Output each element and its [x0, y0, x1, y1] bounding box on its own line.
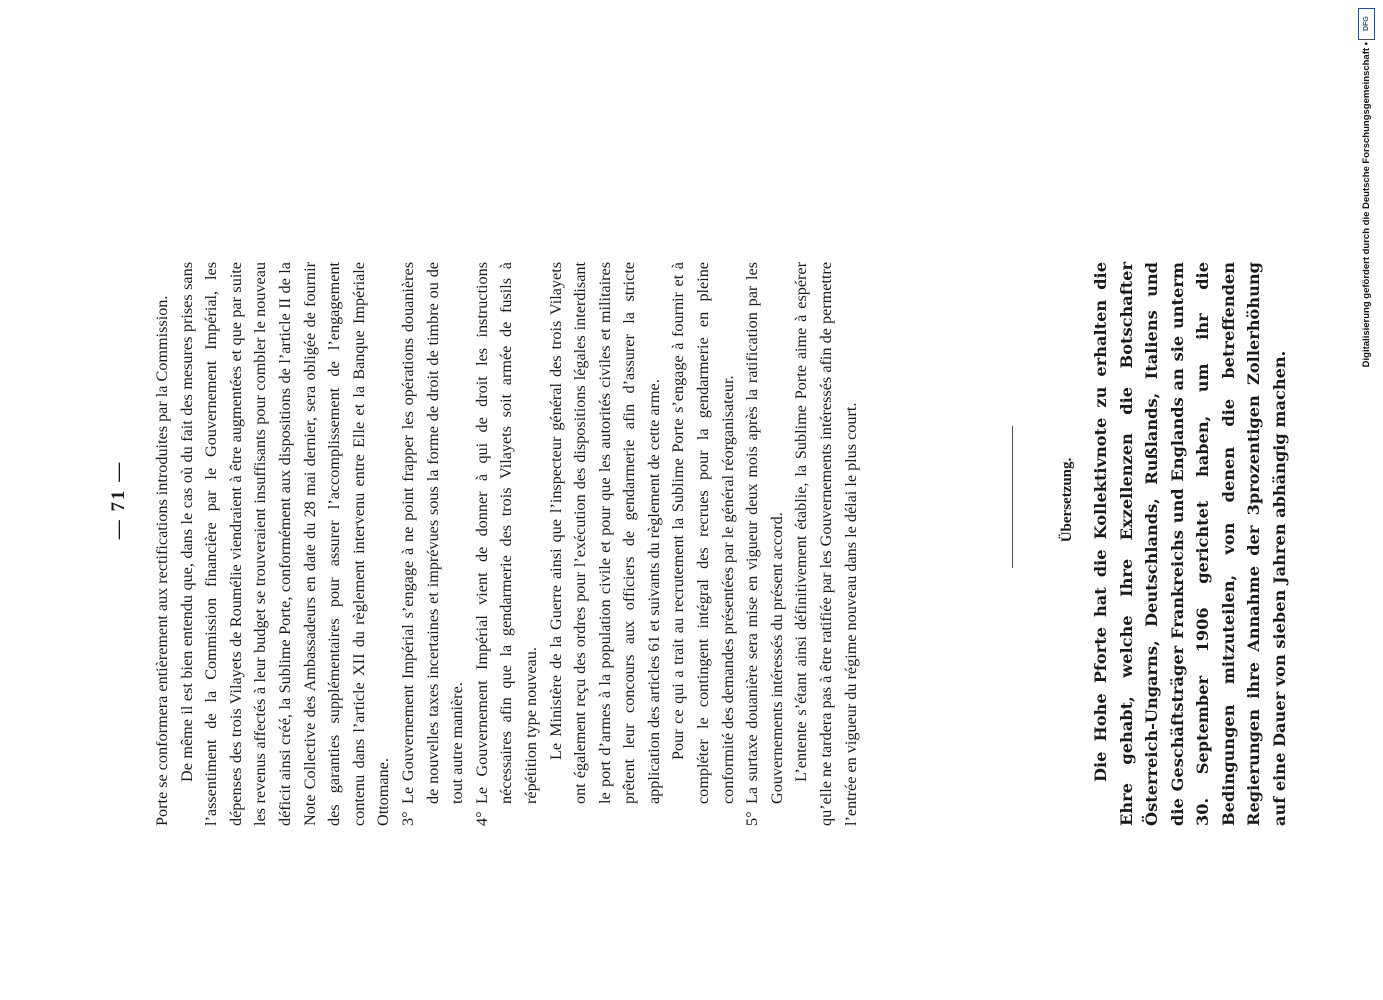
item-4-paragraph-2: Le Ministère de la Guerre ainsi que l’inspecteur général des trois Vilayets ont également reçu des ordres pour l’exécution des dispositions légales interdisant le port d’armes à la population civile et pour que les autorités civiles et militaires prêtent leur concours aux officiers de gendarmerie afin d’assurer la stricte application des articles 61 et suivants du règlement de cette arme.	[546, 262, 663, 804]
item-4-number: 4°	[472, 811, 491, 826]
item-3-number: 3°	[398, 811, 417, 826]
digitization-credit	[1357, 8, 1377, 398]
closing-paragraph: L’entente s’étant ainsi définitivement établie, la Sublime Porte aime à espérer qu’elle ne tardera pas à être ratifiée par les Gouvernements intéressés afin de permettre l’entrée en vigueur du régime nouveau dans le délai le plus court.	[792, 262, 860, 826]
section-divider	[1012, 426, 1013, 568]
page-number: — 71 —	[108, 460, 129, 540]
item-4-text: Le Gouvernement Impérial vient de donner à qui de droit les instructions nécessaires afin que la gendarmerie des trois Vilayets soit armée de fusils à répétition type nouveau.	[472, 262, 540, 804]
item-5-text: La surtaxe douanière sera mise en vigueur deux mois après la ratification par les Gouvernements intéressés du présent accord.	[743, 262, 786, 804]
item-3	[396, 262, 470, 826]
item-5-number: 5°	[743, 811, 762, 826]
french-text-block	[150, 262, 863, 826]
german-text-block	[1088, 262, 1292, 826]
german-paragraph: Die Hohe Pforte hat die Kollektivnote zu erhalten die Ehre gehabt, welche Ihre Exzellenzen die Botschafter Österreich-Ungarns, Deutschlands, Rußlands, Italiens und die Geschäftsträger Frankreichs und Englands an sie unterm 30. September 1906 gerichtet haben, um ihr die Bedingungen mitzuteilen, von denen die betreffenden Regierungen ihre Annahme der 3prozentigen Zollerhöhung auf eine Dauer von sieben Jahren abhängig machen.	[1091, 262, 1289, 826]
item-4-paragraph-3: Pour ce qui a trait au recrutement la Sublime Porte s’engage à fournir et à compléter le contingent intégral des recrues pour la gendarmerie en pleine conformité des demandes présentées par le général réorganisateur.	[669, 262, 737, 804]
paragraph-continuation: Porte se conformera entièrement aux rectifications introduites par la Commission.	[153, 295, 171, 826]
item-4	[470, 262, 544, 826]
translation-heading: Übersetzung.	[1059, 457, 1075, 543]
item-3-text: Le Gouvernement Impérial s’engage à ne point frapper les opérations douanières de nouvelles taxes incertaines et imprévues sous la forme de droit de timbre ou de tout autre manière.	[398, 262, 467, 804]
dfg-logo-icon: DFG	[1358, 8, 1375, 40]
credit-text: Digitalisierung gefördert durch die Deutsche Forschungsgemeinschaft •	[1361, 42, 1372, 368]
paragraph-de-meme: De même il est bien entendu que, dans le cas où du fait des mesures prises sans l’assentiment de la Commission financière par le Gouvernement Impérial, les dépenses des trois Vilayets de Roumélie viendraient à être augmentées et que par suite les revenus affectés à leur budget se trouveraient insuffisants pour combler le nouveau déficit ainsi créé, la Sublime Porte, conformément aux dispositions de l’article II de la Note Collective des Ambassadeurs en date du 28 mai dernier, sera obligée de fournir des garanties supplémentaires pour assurer l’accomplissement de l’engagement contenu dans l’article XII du règlement intervenu entre Elle et la Banque Impériale Ottomane.	[177, 262, 393, 826]
item-5	[740, 262, 789, 826]
